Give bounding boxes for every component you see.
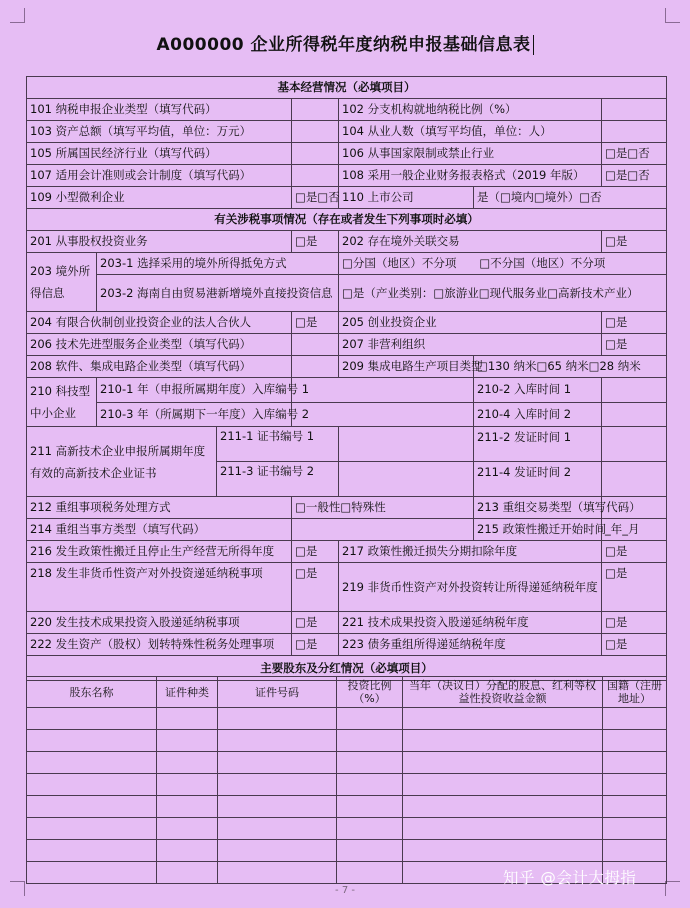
shareholder-cell[interactable] [157, 840, 218, 862]
label-203-1: 203-1 选择采用的境外所得抵免方式 [97, 253, 339, 275]
label-207: 207 非营利组织 [339, 334, 602, 356]
label-209: 209 集成电路生产项目类型 [339, 356, 474, 378]
label-203-2: 203-2 海南自由贸易港新增境外直接投资信息 [97, 275, 339, 312]
table-row [27, 427, 667, 462]
shareholder-cell[interactable] [157, 862, 218, 884]
value-211-4[interactable] [602, 462, 667, 497]
shareholder-cell[interactable] [603, 818, 667, 840]
label-210: 210 科技型中小企业 [27, 378, 97, 427]
label-211-4: 211-4 发证时间 2 [474, 462, 602, 497]
shareholder-cell[interactable] [403, 752, 603, 774]
shareholder-cell[interactable] [27, 708, 157, 730]
label-221: 221 技术成果投资入股递延纳税年度 [339, 612, 602, 634]
shareholder-cell[interactable] [157, 818, 218, 840]
value-211-3[interactable] [339, 462, 474, 497]
label-107: 107 适用会计准则或会计制度（填写代码） [27, 165, 292, 187]
checkbox-204[interactable]: □是 [292, 312, 339, 334]
table-row [27, 275, 667, 312]
value-210-4[interactable] [602, 402, 667, 427]
label-210-2: 210-2 入库时间 1 [474, 378, 602, 403]
shareholder-row [27, 840, 667, 862]
value-103[interactable] [292, 121, 339, 143]
shareholder-row [27, 796, 667, 818]
checkbox-106[interactable]: □是□否 [602, 143, 667, 165]
table-row [27, 143, 667, 165]
label-211-2: 211-2 发证时间 1 [474, 427, 602, 462]
text-cursor [533, 35, 534, 55]
label-220: 220 发生技术成果投资入股递延纳税事项 [27, 612, 292, 634]
table-row [27, 99, 667, 121]
section-shareholders: 主要股东及分红情况（必填项目） [27, 656, 667, 681]
shareholder-header-row [27, 677, 667, 708]
form-table [26, 76, 667, 681]
section-tax: 有关涉税事项情况（存在或者发生下列事项时必填） [27, 209, 667, 231]
header-id-number: 证件号码 [218, 677, 337, 708]
checkbox-223[interactable]: □是 [602, 634, 667, 656]
label-210-4: 210-4 入库时间 2 [474, 402, 602, 427]
checkbox-221[interactable]: □是 [602, 612, 667, 634]
table-row [27, 378, 667, 403]
shareholder-cell[interactable] [403, 796, 603, 818]
shareholder-cell[interactable] [218, 752, 337, 774]
value-215[interactable]: _年_月 [602, 519, 667, 541]
table-row [27, 356, 667, 378]
value-210-2[interactable] [602, 378, 667, 403]
checkbox-108[interactable]: □是□否 [602, 165, 667, 187]
table-row [27, 612, 667, 634]
checkbox-216[interactable]: □是 [292, 541, 339, 563]
shareholder-row [27, 752, 667, 774]
shareholder-cell[interactable] [27, 818, 157, 840]
label-103: 103 资产总额（填写平均值，单位：万元） [27, 121, 292, 143]
shareholder-cell[interactable] [27, 796, 157, 818]
shareholder-cell[interactable] [157, 730, 218, 752]
page-number: - 7 - [335, 885, 355, 896]
value-210-1[interactable] [292, 378, 474, 403]
shareholder-cell[interactable] [403, 818, 603, 840]
checkbox-202[interactable]: □是 [602, 231, 667, 253]
value-210-3[interactable] [292, 402, 474, 427]
shareholder-cell[interactable] [603, 840, 667, 862]
shareholder-cell[interactable] [603, 708, 667, 730]
shareholder-cell[interactable] [337, 774, 403, 796]
label-216: 216 发生政策性搬迁且停止生产经营无所得年度 [27, 541, 292, 563]
form-title-text: A000000 企业所得税年度纳税申报基础信息表 [156, 35, 531, 55]
shareholder-cell[interactable] [337, 796, 403, 818]
shareholder-cell[interactable] [218, 862, 337, 884]
shareholder-cell[interactable] [337, 862, 403, 884]
checkbox-205[interactable]: □是 [602, 312, 667, 334]
label-102: 102 分支机构就地纳税比例（%） [339, 99, 602, 121]
shareholder-cell[interactable] [337, 818, 403, 840]
shareholder-cell[interactable] [157, 774, 218, 796]
shareholder-cell[interactable] [218, 730, 337, 752]
value-105[interactable] [292, 143, 339, 165]
shareholder-row [27, 818, 667, 840]
label-211: 211 高新技术企业申报所属期年度有效的高新技术企业证书 [27, 427, 217, 497]
table-row [27, 121, 667, 143]
checkbox-203-2[interactable]: □是（产业类别：□旅游业□现代服务业□高新技术产业） [339, 275, 667, 312]
header-nationality: 国籍（注册地址） [603, 677, 667, 708]
shareholder-cell[interactable] [337, 730, 403, 752]
shareholder-cell[interactable] [27, 862, 157, 884]
shareholder-cell[interactable] [403, 730, 603, 752]
label-105: 105 所属国民经济行业（填写代码） [27, 143, 292, 165]
checkbox-222[interactable]: □是 [292, 634, 339, 656]
table-row [27, 402, 667, 427]
label-202: 202 存在境外关联交易 [339, 231, 602, 253]
shareholder-cell[interactable] [27, 774, 157, 796]
label-211-1: 211-1 证书编号 1 [217, 427, 339, 462]
label-104: 104 从业人数（填写平均值，单位：人） [339, 121, 602, 143]
checkbox-209[interactable]: □130 纳米□65 纳米□28 纳米 [474, 356, 667, 378]
label-204: 204 有限合伙制创业投资企业的法人合伙人 [27, 312, 292, 334]
shareholder-cell[interactable] [218, 774, 337, 796]
shareholder-cell[interactable] [337, 840, 403, 862]
checkbox-218[interactable]: □是 [292, 563, 339, 612]
shareholder-cell[interactable] [337, 752, 403, 774]
table-row [27, 253, 667, 275]
shareholder-cell[interactable] [603, 730, 667, 752]
label-210-3: 210-3 年（所属期下一年度）入库编号 2 [97, 402, 292, 427]
label-217: 217 政策性搬迁损失分期扣除年度 [339, 541, 602, 563]
checkbox-217[interactable]: □是 [602, 541, 667, 563]
label-101: 101 纳税申报企业类型（填写代码） [27, 99, 292, 121]
checkbox-203-1[interactable]: □分国（地区）不分项 □不分国（地区）不分项 [339, 253, 667, 275]
checkbox-207[interactable]: □是 [602, 334, 667, 356]
shareholder-cell[interactable] [403, 708, 603, 730]
value-214[interactable] [292, 519, 474, 541]
label-219: 219 非货币性资产对外投资转让所得递延纳税年度 [339, 563, 602, 612]
header-dividend-amount: 当年（决议日）分配的股息、红利等权益性投资收益金额 [403, 677, 603, 708]
value-206[interactable] [292, 334, 339, 356]
checkbox-109[interactable]: □是□否 [292, 187, 339, 209]
form-title [0, 30, 690, 55]
value-102[interactable] [602, 99, 667, 121]
checkbox-212[interactable]: □一般性□特殊性 [292, 497, 474, 519]
shareholder-cell[interactable] [218, 818, 337, 840]
shareholder-row [27, 774, 667, 796]
label-203: 203 境外所得信息 [27, 253, 97, 312]
shareholder-cell[interactable] [157, 752, 218, 774]
shareholder-cell[interactable] [218, 840, 337, 862]
table-row [27, 312, 667, 334]
shareholder-table [26, 676, 667, 884]
table-row [27, 187, 667, 209]
table-row [27, 563, 667, 612]
label-212: 212 重组事项税务处理方式 [27, 497, 292, 519]
value-211-1[interactable] [339, 427, 474, 462]
label-206: 206 技术先进型服务企业类型（填写代码） [27, 334, 292, 356]
table-row [27, 231, 667, 253]
checkbox-220[interactable]: □是 [292, 612, 339, 634]
shareholder-cell[interactable] [603, 774, 667, 796]
shareholder-cell[interactable] [403, 840, 603, 862]
shareholder-cell[interactable] [157, 796, 218, 818]
label-110: 110 上市公司 [339, 187, 474, 209]
value-211-2[interactable] [602, 427, 667, 462]
shareholder-cell[interactable] [337, 708, 403, 730]
checkbox-201[interactable]: □是 [292, 231, 339, 253]
table-row [27, 497, 667, 519]
header-shareholder-name: 股东名称 [27, 677, 157, 708]
checkbox-219[interactable]: □是 [602, 563, 667, 612]
label-211-3: 211-3 证书编号 2 [217, 462, 339, 497]
header-investment-ratio: 投资比例（%） [337, 677, 403, 708]
table-row [27, 519, 667, 541]
label-223: 223 债务重组所得递延纳税年度 [339, 634, 602, 656]
value-107[interactable] [292, 165, 339, 187]
corner-mark [665, 8, 680, 23]
shareholder-cell[interactable] [218, 708, 337, 730]
table-row [27, 634, 667, 656]
label-218: 218 发生非货币性资产对外投资递延纳税事项 [27, 563, 292, 612]
label-214: 214 重组当事方类型（填写代码） [27, 519, 292, 541]
label-215: 215 政策性搬迁开始时间 [474, 519, 602, 541]
shareholder-cell[interactable] [27, 730, 157, 752]
label-222: 222 发生资产（股权）划转特殊性税务处理事项 [27, 634, 292, 656]
label-201: 201 从事股权投资业务 [27, 231, 292, 253]
shareholder-cell[interactable] [603, 752, 667, 774]
watermark: 知乎 @会计大拇指 [503, 869, 637, 887]
label-210-1: 210-1 年（申报所属期年度）入库编号 1 [97, 378, 292, 403]
shareholder-cell[interactable] [218, 796, 337, 818]
table-row [27, 165, 667, 187]
label-108: 108 采用一般企业财务报表格式（2019 年版） [339, 165, 602, 187]
label-213: 213 重组交易类型（填写代码） [474, 497, 602, 519]
corner-mark [10, 8, 25, 23]
table-row [27, 541, 667, 563]
header-id-type: 证件种类 [157, 677, 218, 708]
section-row [27, 209, 667, 231]
shareholder-row [27, 730, 667, 752]
shareholder-cell[interactable] [27, 752, 157, 774]
value-208[interactable] [292, 356, 339, 378]
table-row [27, 334, 667, 356]
shareholder-row [27, 708, 667, 730]
shareholder-cell[interactable] [157, 708, 218, 730]
shareholder-cell[interactable] [603, 796, 667, 818]
section-basic: 基本经营情况（必填项目） [27, 77, 667, 99]
value-104[interactable] [602, 121, 667, 143]
label-109: 109 小型微利企业 [27, 187, 292, 209]
checkbox-110[interactable]: 是（□境内□境外）□否 [474, 187, 667, 209]
label-208: 208 软件、集成电路企业类型（填写代码） [27, 356, 292, 378]
section-row [27, 77, 667, 99]
label-106: 106 从事国家限制或禁止行业 [339, 143, 602, 165]
label-205: 205 创业投资企业 [339, 312, 602, 334]
value-101[interactable] [292, 99, 339, 121]
shareholder-cell[interactable] [27, 840, 157, 862]
shareholder-cell[interactable] [403, 774, 603, 796]
